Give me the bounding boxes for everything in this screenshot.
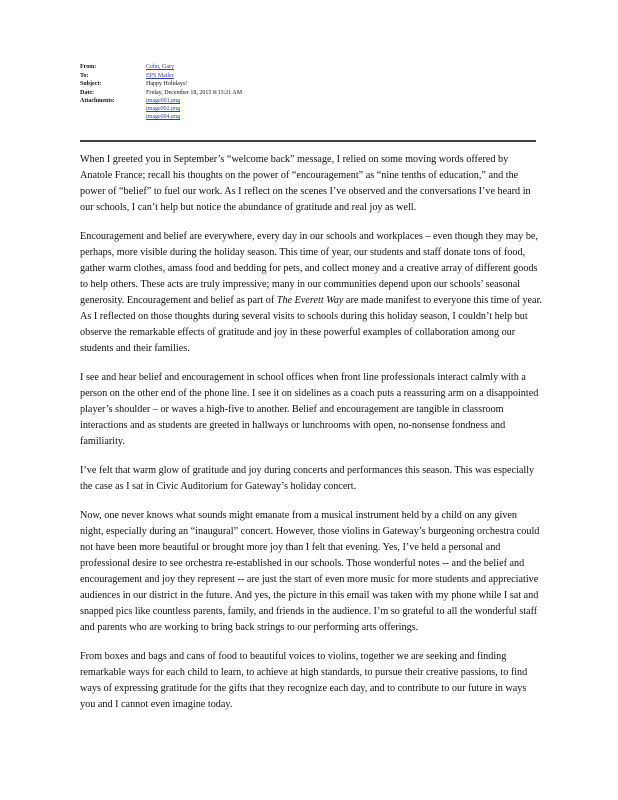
header-divider [80, 140, 536, 142]
attachments-label: Attachments: [80, 98, 115, 104]
body-text: are made manifest to everyone this time of year. As I reflected on those thoughts during several visits to schools during this holiday season, I couldn’t help but observe the remarkable effects of gratitude and joy in these powerful examples of collaboration among our students and their families. [80, 295, 542, 354]
body-paragraph: When I greeted you in September’s “welcome back” message, I relied on some moving words offered by Anatole France; recall his thoughts on the power of “encouragement” as “nine tenths of education,” and the power of “belief” to fuel our work. As I reflect on the scenes I’ve observed and the conversations I’ve heard in our schools, I can’t help but notice the abundance of gratitude and real joy as well. [80, 154, 531, 213]
subject-label: Subject: [80, 81, 102, 87]
from-label: From: [80, 64, 97, 70]
attachments-list [146, 97, 194, 120]
email-body [80, 152, 542, 726]
body-text: Encouragement and belief are everywhere, every day in our schools and workplaces – even though they may be, perhaps, more visible during the holiday season. This time of year, our students and staff donate tons of food, gather warm clothes, amass food and bedding for pets, and collect money and a creative array of different goods to help others. These acts are truly impressive; many in our communities depend upon our schools’ seasonal generosity. Encouragement and belief as part of [80, 231, 538, 306]
attachments-row [80, 97, 242, 120]
subject-value: Happy Holidays! [146, 81, 188, 87]
email-header [80, 63, 243, 120]
body-paragraph [80, 229, 542, 357]
body-paragraph: From boxes and bags and cans of food to beautiful voices to violins, together we are seeking and finding remarkable ways for each child to learn, to achieve at high standards, to pursue their creative passions, to find ways of expressing gratitude for the gifts that they recognize each day, and to contribute to our future in ways you and I cannot even imagine today. [80, 651, 528, 710]
to-value[interactable]: EPS Mailer [146, 72, 174, 79]
to-label: To: [80, 72, 89, 79]
body-italic-text: The Everett Way [276, 295, 344, 306]
body-paragraph: I see and hear belief and encouragement in school offices when front line professionals interact calmly with a person on the other end of the phone line. I see it on sidelines as a coach puts a reassuring arm on a disappointed player’s shoulder – or waves a high-five to another. Belief and encouragement are tangible in classroom interactions and as students are greeted in hallways or lunchrooms with open, no-nonsense fondness and familiarity. [80, 372, 539, 447]
date-row [80, 89, 242, 98]
from-row [80, 63, 242, 72]
body-paragraph: Now, one never knows what sounds might emanate from a musical instrument held by a child on any given night, especially during an “inaugural” concert. However, those violins in Gateway’s burgeoning orchestra could not have been more beautiful or brought more joy than I felt that evening. Yes, I’ve held a personal and professional desire to see orchestra re-established in our schools. Those wonderful notes -- and the belief and encouragement and joy they represent -- are just the start of even more music for more students and appreciative audiences in our district in the future. And yes, the picture in this email was taken with my phone while I sat and snapped pics like countless parents, family, and friends in the audience. I’m so grateful to all the wonderful staff and parents who are working to bring back strings to our performing arts offerings. [80, 510, 540, 633]
attachment-link[interactable]: image001.png [146, 98, 181, 104]
from-value[interactable]: Cohn, Gary [146, 64, 174, 70]
date-label: Date: [80, 89, 94, 96]
subject-row [80, 80, 242, 89]
attachment-link[interactable]: image002.png [146, 106, 181, 112]
to-row [80, 72, 242, 81]
attachment-link[interactable]: image004.png [146, 114, 181, 120]
date-value: Friday, December 18, 2015 8:13:21 AM [146, 89, 243, 96]
body-paragraph: I’ve felt that warm glow of gratitude and joy during concerts and performances this season. This was especially the case as I sat in Civic Auditorium for Gateway’s holiday concert. [80, 465, 535, 492]
